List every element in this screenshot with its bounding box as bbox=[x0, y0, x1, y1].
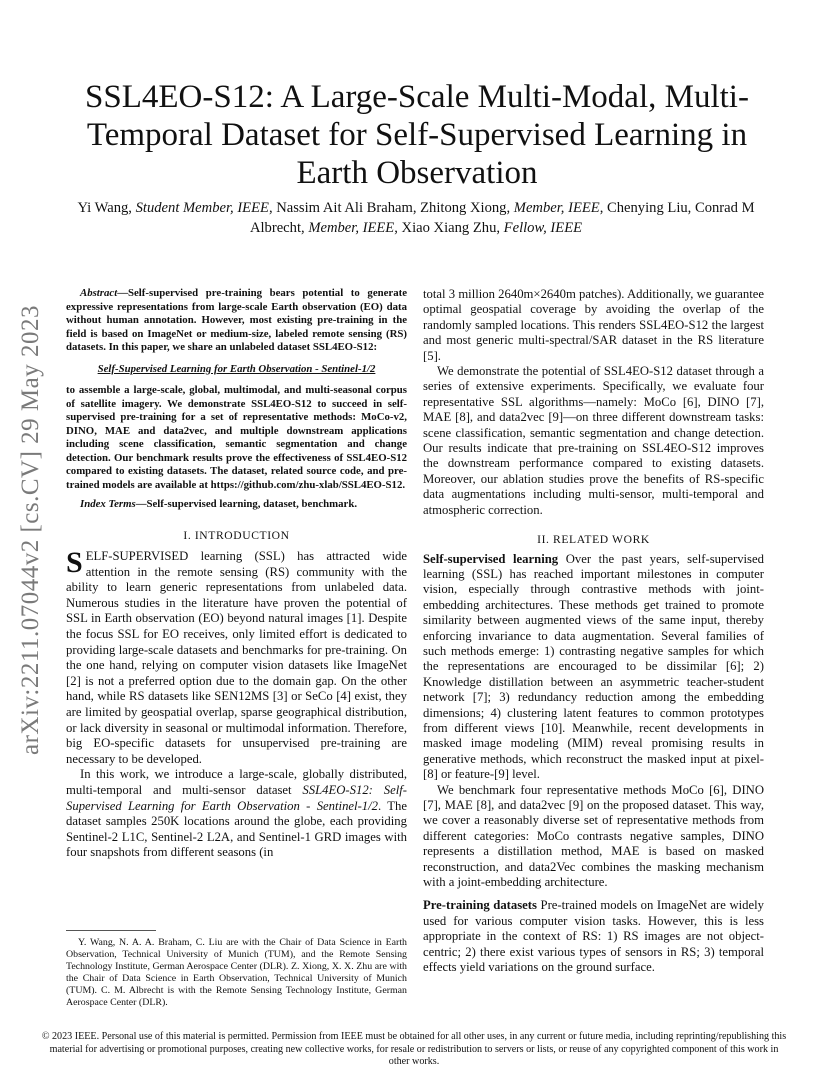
right-paragraph-1: total 3 million 2640m×2640m patches). Additionally, we guarantee optimal geospatial coverage by avoiding the overlap of the randomly sampled locations. This renders SSL4EO-S12 the largest and most generic multi-spectral/SAR dataset in the RS literature [5]. bbox=[423, 287, 764, 363]
author-2: , Nassim Ait Ali Braham, Zhitong Xiong, bbox=[268, 200, 514, 216]
author-1-role: Student Member, IEEE bbox=[135, 200, 269, 216]
footnote-rule bbox=[66, 930, 156, 931]
ssl-paragraph bbox=[423, 552, 764, 783]
index-terms bbox=[66, 498, 407, 512]
author-1: Yi Wang, bbox=[77, 200, 136, 216]
intro-text-1: ELF-SUPERVISED learning (SSL) has attracted wide attention in the remote sensing (RS) community with the ability to learn generic representations from unlabeled data. Numerous studies in the literature have proven the potential of SSL in Earth observation (EO) beyond natural images [1]. Despite the focus SSL for EO receives, only limited effort is dedicated to providing large-scale datasets and benchmarks for pre-training. On the one hand, relying on computer vision datasets like ImageNet [2] is not a preferred option due to the domain gap. On the other hand, while RS datasets like SEN12MS [3] or SeCo [4] exist, they are limited by geospatial overlap, sparse geographical distribution, or lack diversity in seasonal or multimodal information. Therefore, big EO-specific datasets for unsupervised pre-training are necessary to be developed. bbox=[66, 549, 407, 766]
ssl-text: Over the past years, self-supervised learning (SSL) has reached important milestones in computer vision, especially through contrastive methods with joint-embedding architectures. These methods get trained to promote similarity between augmented views of the same input, thereby enforcing invariance to data augmentation. Several families of such methods emerge: 1) contrasting negative samples for which the representations are encouraged to be dissimilar [6]; 2) Knowledge distillation between an asymmetric teacher-student network [7]; 3) redundancy reduction among the embedding dimensions; 4) clustering latent features to common prototypes from different views [10]. Meanwhile, recent developments in masked image modeling (MIM) reveal promising results in generative methods, which reconstruct the masked input at pixel-[8] or feature-[9] level. bbox=[423, 551, 764, 782]
author-4-role: Fellow, IEEE bbox=[503, 220, 583, 236]
benchmark-paragraph: We benchmark four representative methods MoCo [6], DINO [7], MAE [8], and data2vec [9] on the proposed dataset. This way, we cover a reasonably diverse set of representative methods from different categories: MoCo contrasts negative samples, DINO represents a distillation method, MAE is based on masked reconstruction, and data2Vec combines the masking mechanism with a joint-embedding architecture. bbox=[423, 782, 764, 890]
abstract-text-1: —Self-supervised pre-training bears potential to generate expressive representations from large-scale Earth observation (EO) data without human annotation. However, most existing pre-training in the field is based on ImageNet or medium-size, labeled remote sensing (RS) datasets. In this paper, we share an unlabeled dataset SSL4EO-S12: bbox=[66, 287, 407, 353]
copyright-notice: © 2023 IEEE. Personal use of this material is permitted. Permission from IEEE must be obtained for all other uses, in any current or future media, including reprinting/republishing this material for advertising or promotional purposes, creating new collective works, for resale or redistribution to servers or lists, or reuse of any copyrighted component of this work in other works. bbox=[41, 1031, 787, 1068]
abstract bbox=[66, 287, 407, 492]
intro-text-2a: In this work, we introduce a large-scale, globally distributed, multi-temporal and multi-sensor dataset bbox=[66, 767, 407, 797]
author-list bbox=[60, 198, 772, 238]
pretraining-paragraph bbox=[423, 898, 764, 975]
left-column bbox=[66, 287, 407, 861]
paper-title: SSL4EO-S12: A Large-Scale Multi-Modal, Multi-Temporal Dataset for Self-Supervised Learning in Earth Observation bbox=[85, 79, 749, 191]
intro-paragraph-1 bbox=[66, 546, 407, 767]
ssl-heading: Self-supervised learning bbox=[423, 551, 559, 566]
dataset-acronym-expansion: Self-Supervised Learning for Earth Observation - Sentinel-1/2 bbox=[97, 362, 376, 375]
dataset-full-name: SSL4EO-S12: Self-Supervised Learning for Earth Observation - Sentinel-1/2 bbox=[66, 782, 407, 813]
abstract-paragraph-2: to assemble a large-scale, global, multimodal, and multi-seasonal corpus of satellite imagery. We demonstrate SSL4EO-S12 to succeed in self-supervised pre-training for a set of representative methods: MoCo-v2, DINO, MAE and data2vec, and multiple downstream applications including scene classification, semantic segmentation and change detection. Our benchmark results prove the effectiveness of SSL4EO-S12 compared to existing datasets. The dataset, related source code, and pre-trained models are available at https://github.com/zhu-xlab/SSL4EO-S12. bbox=[66, 384, 407, 491]
pretraining-text: Pre-trained models on ImageNet are widely used for various computer vision tasks. However, this is less appropriate in the context of RS: 1) RS images are not object-centric; 2) there exist various types of sensors in RS; 3) temporal effects yield variations on the ground surface. bbox=[423, 898, 764, 975]
arxiv-identifier bbox=[6, 270, 56, 790]
affiliation-footnote: Y. Wang, N. A. A. Braham, C. Liu are with the Chair of Data Science in Earth Observation, Technical University of Munich (TUM), and the Remote Sensing Technology Institute, German Aerospace Center (DLR). Z. Xiong, X. X. Zhu are with the Chair of Data Science in Earth Observation, Technical University of Munich (TUM). C. M. Albrecht is with the Remote Sensing Technology Institute, German Aerospace Center (DLR). bbox=[66, 937, 407, 1009]
arxiv-id-text: arXiv:2211.07044v2 [cs.CV] 29 May 2023 bbox=[17, 305, 45, 755]
index-terms-label: Index Terms bbox=[80, 498, 136, 510]
author-3: , Chenying Liu, Conrad M Albrecht, bbox=[249, 200, 755, 236]
right-column bbox=[423, 287, 764, 975]
abstract-paragraph-1 bbox=[66, 287, 407, 355]
author-2-role: Member, IEEE bbox=[513, 200, 600, 216]
intro-paragraph-2 bbox=[66, 767, 407, 861]
index-terms-text: —Self-supervised learning, dataset, benchmark. bbox=[135, 498, 358, 510]
abstract-label: Abstract bbox=[80, 287, 118, 299]
section-1-heading: I. INTRODUCTION bbox=[183, 528, 290, 542]
drop-cap: S bbox=[66, 546, 83, 579]
intro-text-2b: . The dataset samples 250K locations around the globe, each providing Sentinel-2 L1C, Sentinel-2 L2A, and Sentinel-1 GRD images with four snapshots from different seasons (in bbox=[66, 798, 407, 860]
author-4: , Xiao Xiang Zhu, bbox=[394, 220, 504, 236]
section-2-heading: II. RELATED WORK bbox=[537, 533, 650, 547]
author-3-role: Member, IEEE bbox=[308, 220, 395, 236]
pretraining-heading: Pre-training datasets bbox=[423, 898, 537, 913]
right-paragraph-2: We demonstrate the potential of SSL4EO-S12 dataset through a series of extensive experiments. Specifically, we evaluate four representative SSL algorithms—namely: MoCo [6], DINO [7], MAE [8], and data2vec [9]—on three different downstream tasks: scene classification, semantic segmentation and change detection. Our results indicate that pre-training on SSL4EO-S12 improves the downstream performance compared to existing datasets. Moreover, our ablation studies prove the benefits of RS-specific data augmentations including multi-sensor, multi-temporal and atmospheric correction. bbox=[423, 364, 764, 517]
